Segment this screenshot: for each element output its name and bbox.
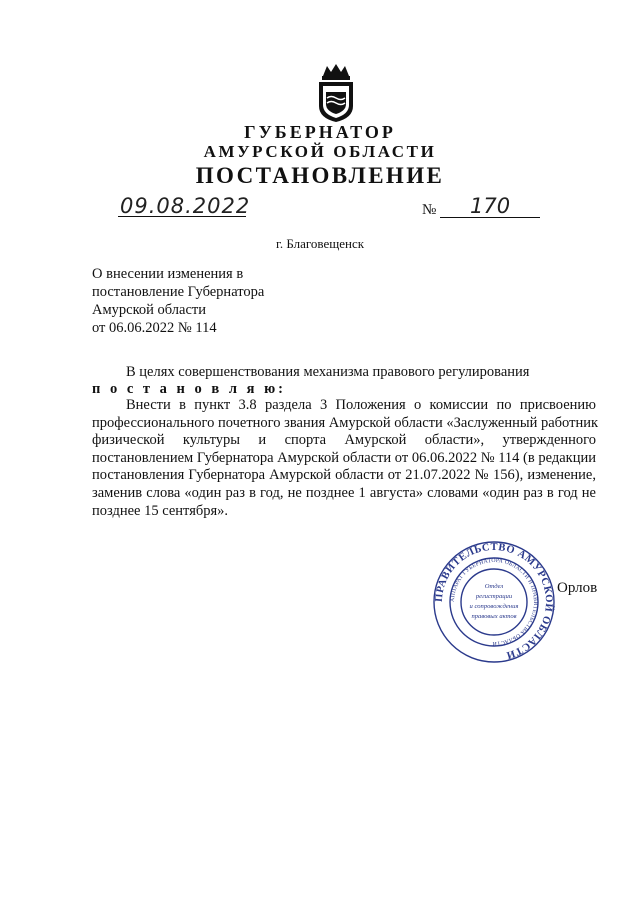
stamp-center-text: Отдел (484, 583, 504, 590)
stamp-center-text: и сопровождения (469, 603, 519, 610)
body-line: позднее 15 сентября». (92, 502, 229, 519)
document-type: ПОСТАНОВЛЕНИЕ (195, 163, 445, 188)
stamp-outer-text: ПРАВИТЕЛЬСТВО АМУРСКОЙ ОБЛАСТИ (433, 541, 555, 661)
document-date: 09.08.2022 (120, 194, 251, 218)
body-line: физической культуры и спорта Амурской области», утвержденного (92, 432, 596, 449)
stamp-inner-text: АППАРАТ ГУБЕРНАТОРА ОБЛАСТИ И ПРАВИТЕЛЬСТВА ОБЛАСТИ (449, 557, 539, 647)
body-line: профессионального почетного звания Амурской области «Заслуженный работник (92, 414, 599, 431)
city-label: г. Благовещенск (275, 236, 365, 251)
decree-word: п о с т а н о в л я ю: (92, 381, 286, 397)
body-line: Внести в пункт 3.8 раздела 3 Положения о комиссии по присвоению (126, 397, 596, 413)
stamp-center-text: регистрации (475, 593, 513, 600)
subject-line: Амурской области (92, 302, 206, 318)
official-stamp (432, 540, 556, 664)
stamp-ring (461, 569, 527, 635)
body-line: постановлением Губернатора Амурской области от 06.06.2022 № 114 (в редакции (92, 449, 596, 466)
document-number: 170 (470, 194, 511, 218)
amur-coat-of-arms-icon (313, 62, 359, 124)
body-line: постановления Губернатора Амурской области от 21.07.2022 № 156), изменение, (92, 467, 596, 484)
subject-line: О внесении изменения в (92, 266, 244, 282)
body-paragraph (92, 397, 599, 520)
body-line: заменив слова «один раз в год, не позднее 1 августа» словами «один раз в год не (92, 484, 596, 501)
subject-line: от 06.06.2022 № 114 (92, 320, 217, 336)
subject-line: постановление Губернатора (92, 284, 265, 300)
intro-paragraph: В целях совершенствования механизма правового регулирования (126, 364, 530, 380)
stamp-center-text: правовых актов (471, 613, 517, 620)
number-sign: № (422, 202, 437, 218)
subject-block (92, 265, 264, 337)
org-title-line2: АМУРСКОЙ ОБЛАСТИ (203, 142, 437, 161)
org-title-line1: ГУБЕРНАТОР (244, 122, 396, 142)
signatory-name: Орлов (557, 580, 598, 596)
